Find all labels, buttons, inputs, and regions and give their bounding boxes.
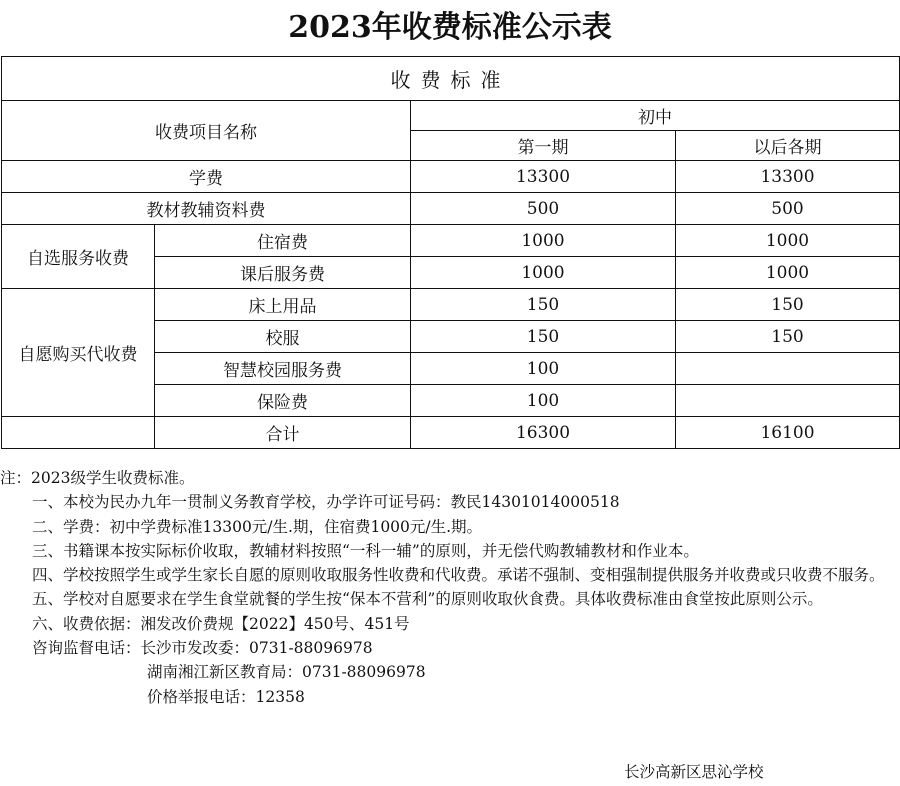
section-header: 收费标准 — [2, 57, 900, 101]
note-line: 一、本校为民办九年一贯制义务教育学校，办学许可证号码：教民14301014000518 — [32, 493, 620, 512]
note-line: 五、学校对自愿要求在学生食堂就餐的学生按“保本不营利”的原则收取伙食费。具体收费标准由食堂按此原则公示。 — [32, 590, 823, 609]
table-row — [2, 161, 900, 193]
note-line: 注：2023级学生收费标准。 — [0, 469, 195, 487]
school-signature: 长沙高新区思沁学校 — [624, 763, 764, 781]
row-label: 床上用品 — [155, 289, 411, 321]
row-value: 100 — [411, 385, 676, 417]
group-label: 自愿购买代收费 — [2, 289, 155, 417]
row-label: 住宿费 — [155, 225, 411, 257]
note-line: 二、学费：初中学费标准13300元/生.期，住宿费1000元/生.期。 — [32, 517, 483, 536]
row-value: 1000 — [676, 225, 900, 257]
note-line: 四、学校按照学生或学生家长自愿的原则收取服务性收费和代收费。承诺不强制、变相强制提供服务并收费或只收费不服务。 — [32, 566, 885, 585]
col-period1-header: 第一期 — [411, 131, 676, 161]
table-row — [2, 225, 900, 257]
row-value: 13300 — [676, 161, 900, 193]
col-item-header: 收费项目名称 — [2, 101, 411, 161]
row-value: 150 — [676, 321, 900, 353]
row-value: 500 — [676, 193, 900, 225]
total-row — [2, 417, 900, 449]
row-label: 课后服务费 — [155, 257, 411, 289]
fee-table — [1, 56, 900, 449]
total-label: 合计 — [155, 417, 411, 449]
group-label: 自选服务收费 — [2, 225, 155, 289]
row-value: 150 — [411, 321, 676, 353]
contact-line: 价格举报电话：12358 — [147, 687, 305, 706]
row-value: 13300 — [411, 161, 676, 193]
row-value: 1000 — [411, 257, 676, 289]
total-value: 16100 — [676, 417, 900, 449]
col-group-header: 初中 — [411, 101, 900, 131]
row-value — [676, 385, 900, 417]
page-title: 2023年收费标准公示表 — [288, 10, 612, 45]
row-value: 500 — [411, 193, 676, 225]
row-label: 学费 — [2, 161, 411, 193]
row-value — [676, 353, 900, 385]
empty-cell — [2, 417, 155, 449]
row-label: 校服 — [155, 321, 411, 353]
note-line: 三、书籍课本按实际标价收取，教辅材料按照“一科一辅”的原则，并无偿代购教辅教材和作业本。 — [32, 541, 699, 560]
row-value: 1000 — [411, 225, 676, 257]
row-label: 智慧校园服务费 — [155, 353, 411, 385]
total-value: 16300 — [411, 417, 676, 449]
contact-line: 湖南湘江新区教育局：0731-88096978 — [147, 663, 426, 682]
notes — [0, 466, 900, 709]
note-line: 六、收费依据：湘发改价费规【2022】450号、451号 — [32, 614, 410, 633]
row-value: 150 — [411, 289, 676, 321]
contact-line: 咨询监督电话：长沙市发改委：0731-88096978 — [32, 639, 373, 658]
row-label: 教材教辅资料费 — [2, 193, 411, 225]
table-row — [2, 193, 900, 225]
row-value: 100 — [411, 353, 676, 385]
row-label: 保险费 — [155, 385, 411, 417]
row-value: 150 — [676, 289, 900, 321]
table-row — [2, 289, 900, 321]
col-period2-header: 以后各期 — [676, 131, 900, 161]
row-value: 1000 — [676, 257, 900, 289]
